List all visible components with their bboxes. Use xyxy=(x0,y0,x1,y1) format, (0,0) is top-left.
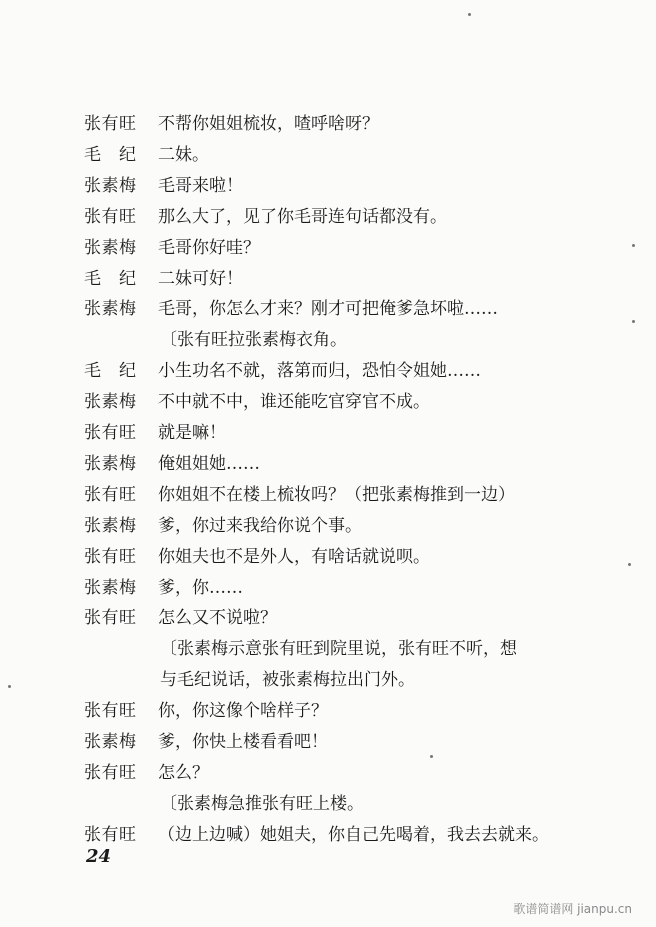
speck-mark xyxy=(430,755,433,758)
dialogue-line xyxy=(0,511,656,541)
dialogue-text: 二妹。 xyxy=(158,144,209,165)
speck-mark xyxy=(8,685,11,688)
speaker-name: 毛 纪 xyxy=(84,361,137,382)
speck-mark xyxy=(632,244,635,247)
stage-direction-text: 〔张素梅急推张有旺上楼。 xyxy=(160,793,364,814)
dialogue-line xyxy=(0,603,656,633)
speaker-name: 张有旺 xyxy=(84,701,137,722)
speck-mark xyxy=(632,320,635,323)
dialogue-text: 那么大了，见了你毛哥连句话都没有。 xyxy=(158,206,447,227)
dialogue-line xyxy=(0,387,656,417)
speaker-name: 张素梅 xyxy=(84,299,137,320)
dialogue-line xyxy=(0,202,656,232)
dialogue-text: 爹，你过来我给你说个事。 xyxy=(158,515,362,536)
speck-mark xyxy=(468,13,471,16)
dialogue-text: 怎么？ xyxy=(158,762,209,783)
dialogue-text: 俺姐姐她…… xyxy=(158,453,260,474)
dialogue-text: 不中就不中，谁还能吃官穿官不成。 xyxy=(158,392,430,413)
dialogue-line xyxy=(0,758,656,788)
dialogue-text: 你姐姐不在楼上梳妆吗？（把张素梅推到一边） xyxy=(158,484,515,505)
watermark-text: 歌谱简谱网 jianpu.cn xyxy=(513,902,632,916)
dialogue-text: 就是嘛！ xyxy=(158,423,226,443)
dialogue-text: 小生功名不就，落第而归，恐怕令姐她…… xyxy=(158,361,481,382)
speaker-name: 张有旺 xyxy=(84,762,137,783)
dialogue-text: 你，你这像个啥样子？ xyxy=(158,701,328,722)
speaker-name: 毛 纪 xyxy=(84,268,137,289)
dialogue-line xyxy=(0,294,656,324)
dialogue-text: （边上边喊）她姐夫，你自己先喝着，我去去就来。 xyxy=(158,824,549,845)
speaker-name: 张素梅 xyxy=(84,175,137,196)
stage-direction-line xyxy=(0,665,656,695)
stage-direction-line xyxy=(0,634,656,664)
stage-direction-text: 〔张有旺拉张素梅衣角。 xyxy=(160,330,347,351)
speaker-name: 张有旺 xyxy=(84,484,137,505)
speaker-name: 张素梅 xyxy=(84,732,137,752)
speaker-name: 张有旺 xyxy=(84,114,137,134)
dialogue-text: 不帮你姐姐梳妆，喳呼啥呀？ xyxy=(158,114,379,134)
stage-direction-text: 与毛纪说话，被张素梅拉出门外。 xyxy=(160,670,415,691)
dialogue-text: 你姐夫也不是外人，有啥话就说呗。 xyxy=(158,546,430,567)
dialogue-line xyxy=(0,696,656,726)
dialogue-line xyxy=(0,109,656,139)
speaker-name: 张有旺 xyxy=(84,608,137,629)
dialogue-text: 毛哥你好哇？ xyxy=(158,237,260,258)
dialogue-line xyxy=(0,418,656,448)
dialogue-text: 二妹可好！ xyxy=(158,268,243,289)
dialogue-text: 爹，你快上楼看看吧！ xyxy=(158,732,328,752)
dialogue-line xyxy=(0,573,656,603)
speaker-name: 张有旺 xyxy=(84,546,137,567)
dialogue-line xyxy=(0,233,656,263)
speaker-name: 毛 纪 xyxy=(84,144,137,165)
stage-direction-line xyxy=(0,789,656,819)
dialogue-line xyxy=(0,449,656,479)
dialogue-line xyxy=(0,264,656,294)
dialogue-text: 爹，你…… xyxy=(158,577,243,598)
page-number: 24 xyxy=(86,846,112,867)
speck-mark xyxy=(628,563,631,566)
dialogue-line xyxy=(0,727,656,757)
speaker-name: 张素梅 xyxy=(84,392,137,413)
stage-direction-text: 〔张素梅示意张有旺到院里说，张有旺不听，想 xyxy=(160,639,517,660)
speaker-name: 张素梅 xyxy=(84,577,137,598)
speaker-name: 张有旺 xyxy=(84,206,137,227)
speaker-name: 张素梅 xyxy=(84,453,137,474)
speaker-name: 张有旺 xyxy=(84,824,137,845)
dialogue-text: 毛哥来啦！ xyxy=(158,175,243,196)
dialogue-text: 毛哥，你怎么才来？刚才可把俺爹急坏啦…… xyxy=(158,299,498,320)
speaker-name: 张有旺 xyxy=(84,423,137,443)
speaker-name: 张素梅 xyxy=(84,237,137,258)
dialogue-line xyxy=(0,171,656,201)
dialogue-line xyxy=(0,140,656,170)
dialogue-text: 怎么又不说啦？ xyxy=(158,608,277,629)
stage-direction-line xyxy=(0,325,656,355)
dialogue-line xyxy=(0,542,656,572)
dialogue-line xyxy=(0,480,656,510)
dialogue-line xyxy=(0,356,656,386)
speaker-name: 张素梅 xyxy=(84,515,137,536)
